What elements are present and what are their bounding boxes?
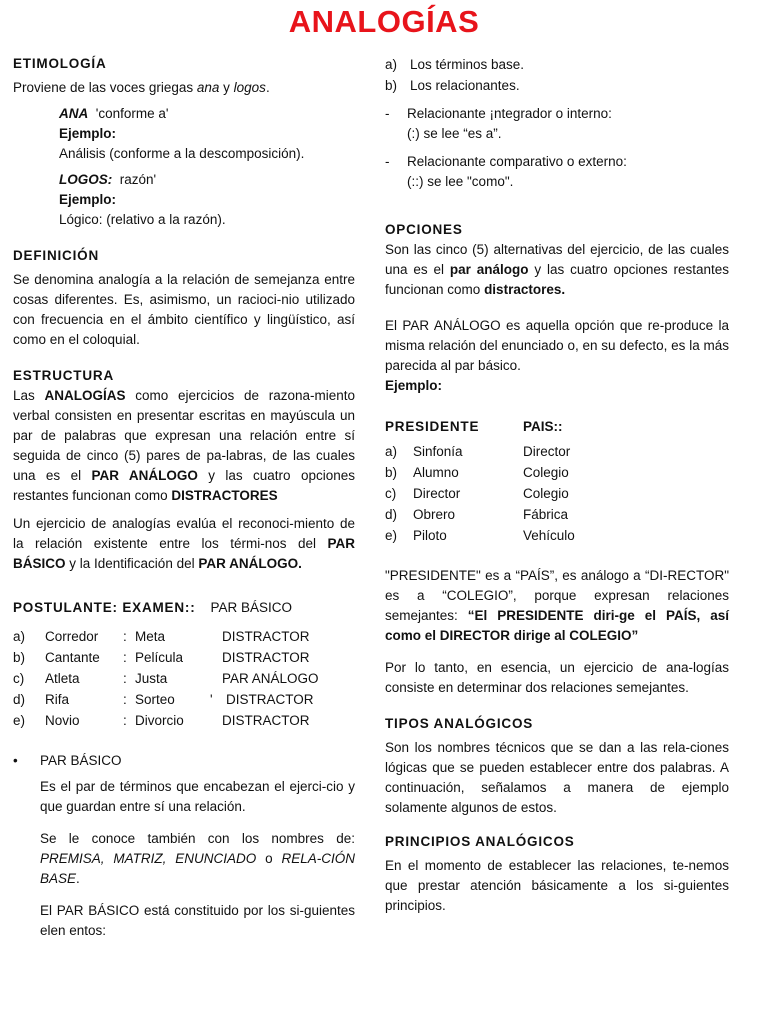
option-word: Película (135, 650, 184, 665)
option-row (13, 626, 355, 647)
par-basico-heading: PAR BÁSICO (40, 753, 122, 768)
option-label: DISTRACTOR (226, 692, 314, 707)
option-row (385, 483, 729, 504)
presidente-options (385, 441, 729, 546)
option-row (13, 647, 355, 668)
opciones-paragraph: El PAR ANÁLOGO es aquella opción que re-produce la misma relación del enunciado o, en su defecto, es la más parecida al par básico. (385, 318, 729, 373)
tipos-text: Son los nombres técnicos que se dan a las rela-ciones lógicas que se pueden establecer entre dos palabras. A continuación, señalamos a manera de ejemplo solamente algunos de estos. (385, 740, 729, 815)
postulante-options (13, 626, 355, 731)
option-label: DISTRACTOR (222, 629, 310, 644)
list-item (385, 54, 729, 75)
estructura-heading: ESTRUCTURA (13, 368, 114, 383)
option-word: Piloto (413, 528, 447, 543)
option-letter: d) (385, 507, 398, 522)
option-mark: ' (210, 692, 213, 707)
tipos-heading: TIPOS ANALÓGICOS (385, 716, 534, 731)
option-label: DISTRACTOR (222, 650, 310, 665)
option-separator: : (123, 629, 127, 644)
par-basico-section (13, 751, 355, 771)
relacionante-reading: (::) se lee "como". (407, 174, 514, 189)
option-row (13, 689, 355, 710)
dash-icon: - (385, 106, 390, 121)
option-row (385, 504, 729, 525)
option-word: Vehículo (523, 528, 575, 543)
option-letter: e) (385, 528, 398, 543)
option-mark (210, 668, 222, 689)
option-word: Corredor (45, 629, 99, 644)
definicion-text: Se denomina analogía a la relación de semejanza entre cosas diferentes. Es, asimismo, un racioci-nio utilizado con frecuencia en el ámbito científico y lingüístico, así como en el coloquial. (13, 272, 355, 347)
par-basico-text: El PAR BÁSICO está constituido por los si-guientes elen entos: (40, 903, 355, 938)
relacionantes-list (385, 104, 729, 192)
ejemplo-text: Análisis (conforme a la descomposición). (59, 146, 305, 161)
option-word: Atleta (45, 671, 80, 686)
option-letter: e) (13, 713, 26, 728)
principios-heading: PRINCIPIOS ANALÓGICOS (385, 834, 575, 849)
option-label: PAR ANÁLOGO (222, 671, 319, 686)
option-word: Fábrica (523, 507, 569, 522)
option-row (385, 441, 729, 462)
ejemplo-label: Ejemplo: (59, 192, 117, 207)
option-separator: : (123, 713, 127, 728)
option-word: Rifa (45, 692, 70, 707)
relacionante-title: Relacionante ¡ntegrador o interno: (407, 106, 612, 121)
bullet-icon: • (13, 753, 18, 768)
par-basico-text: Se le conoce también con los nombres de: PREMISA, MATRIZ, ENUNCIADO o RELA-CIÓN BASE. (40, 831, 356, 886)
option-letter: c) (13, 671, 25, 686)
option-row (13, 710, 355, 731)
option-letter: b) (385, 465, 398, 480)
option-mark (210, 710, 222, 731)
option-letter: b) (13, 650, 26, 665)
elements-list (385, 54, 729, 96)
logos-meaning: razón' (119, 172, 157, 187)
option-separator: : (123, 671, 127, 686)
estructura-paragraph: Las ANALOGÍAS como ejercicios de razona-miento verbal consisten en presentar escritas en mayúscula un par de palabras que expresan una relación entre sí seguida de cinco (5) pares de pa-labras, de las cuales una es el PAR ANÁLOGO y las cuatro opciones restantes funcionan como DISTRACTORES (13, 388, 355, 503)
option-letter: c) (385, 486, 397, 501)
opciones-paragraph: Son las cinco (5) alternativas del ejercicio, de las cuales una es el par análogo y las cuatro opciones restantes funcionan como distractores. (385, 242, 729, 297)
option-word: Novio (45, 713, 80, 728)
principios-text: En el momento de establecer las relaciones, te-nemos que prestar atención básicamente a los si-guientes principios. (385, 858, 729, 913)
explicacion-paragraph: "PRESIDENTE" es a “PAÍS”, es análogo a “DI-RECTOR" es a “COLEGIO”, porque expresan relaciones semejantes: “El PRESIDENTE diri-ge el PAÍS, así como el DIRECTOR dirige al COLEGIO” (385, 568, 730, 643)
option-word: Colegio (523, 465, 569, 480)
explicacion-paragraph: Por lo tanto, en esencia, un ejercicio de ana-logías consiste en determinar dos relaciones semejantes. (385, 660, 729, 695)
etimologia-heading: ETIMOLOGÍA (13, 56, 107, 71)
ana-meaning: 'conforme a' (95, 106, 169, 121)
option-row (385, 462, 729, 483)
relacionante-title: Relacionante comparativo o externo: (407, 154, 627, 169)
opciones-heading: OPCIONES (385, 222, 463, 237)
option-row (385, 525, 729, 546)
option-word: Alumno (413, 465, 459, 480)
option-mark (210, 626, 222, 647)
option-letter: a) (13, 629, 26, 644)
estructura-paragraph: Un ejercicio de analogías evalúa el reconoci-miento de la relación existente entre los térmi-nos del PAR BÁSICO y la Identificación del PAR ANÁLOGO. (13, 516, 355, 571)
option-word: Director (413, 486, 461, 501)
relacionante-item (385, 152, 729, 192)
option-word: Divorcio (135, 713, 184, 728)
logos-term: LOGOS: (59, 172, 113, 187)
option-word: Justa (135, 671, 168, 686)
list-letter: b) (385, 78, 398, 93)
ejemplo-text: Lógico: (relativo a la razón). (59, 212, 226, 227)
postulante-heading: POSTULANTE: EXAMEN:: PAR BÁSICO (13, 600, 293, 615)
option-separator: : (123, 692, 127, 707)
list-item (385, 75, 729, 96)
option-word: Colegio (523, 486, 569, 501)
relacionante-item (385, 104, 729, 144)
option-word: Obrero (413, 507, 456, 522)
option-word: Sorteo (135, 692, 175, 707)
option-mark (210, 647, 222, 668)
ana-block (13, 104, 355, 230)
option-word: Cantante (45, 650, 100, 665)
list-letter: a) (385, 57, 398, 72)
option-word: Director (523, 444, 571, 459)
list-text: Los términos base. (410, 57, 525, 72)
option-label: DISTRACTOR (222, 713, 310, 728)
ejemplo-label: Ejemplo: (385, 378, 443, 393)
ana-term: ANA (59, 106, 89, 121)
option-separator: : (123, 650, 127, 665)
par-basico-text: Es el par de términos que encabezan el ejerci-cio y que guardan entre sí una relación. (40, 779, 355, 814)
right-column (385, 54, 729, 916)
ejemplo-label: Ejemplo: (59, 126, 117, 141)
option-letter: a) (385, 444, 398, 459)
left-column (13, 54, 355, 941)
option-row (13, 668, 355, 689)
option-word: Meta (135, 629, 166, 644)
definicion-heading: DEFINICIÓN (13, 248, 100, 263)
dash-icon: - (385, 154, 390, 169)
option-letter: d) (13, 692, 26, 707)
etimologia-intro: Proviene de las voces griegas ana y logos. (13, 80, 270, 95)
list-text: Los relacionantes. (410, 78, 520, 93)
presidente-heading: PRESIDENTE PAIS:: (385, 419, 563, 434)
option-word: Sinfonía (413, 444, 463, 459)
page-title: ANALOGÍAS (288, 4, 480, 39)
relacionante-reading: (:) se lee “es a”. (407, 126, 502, 141)
